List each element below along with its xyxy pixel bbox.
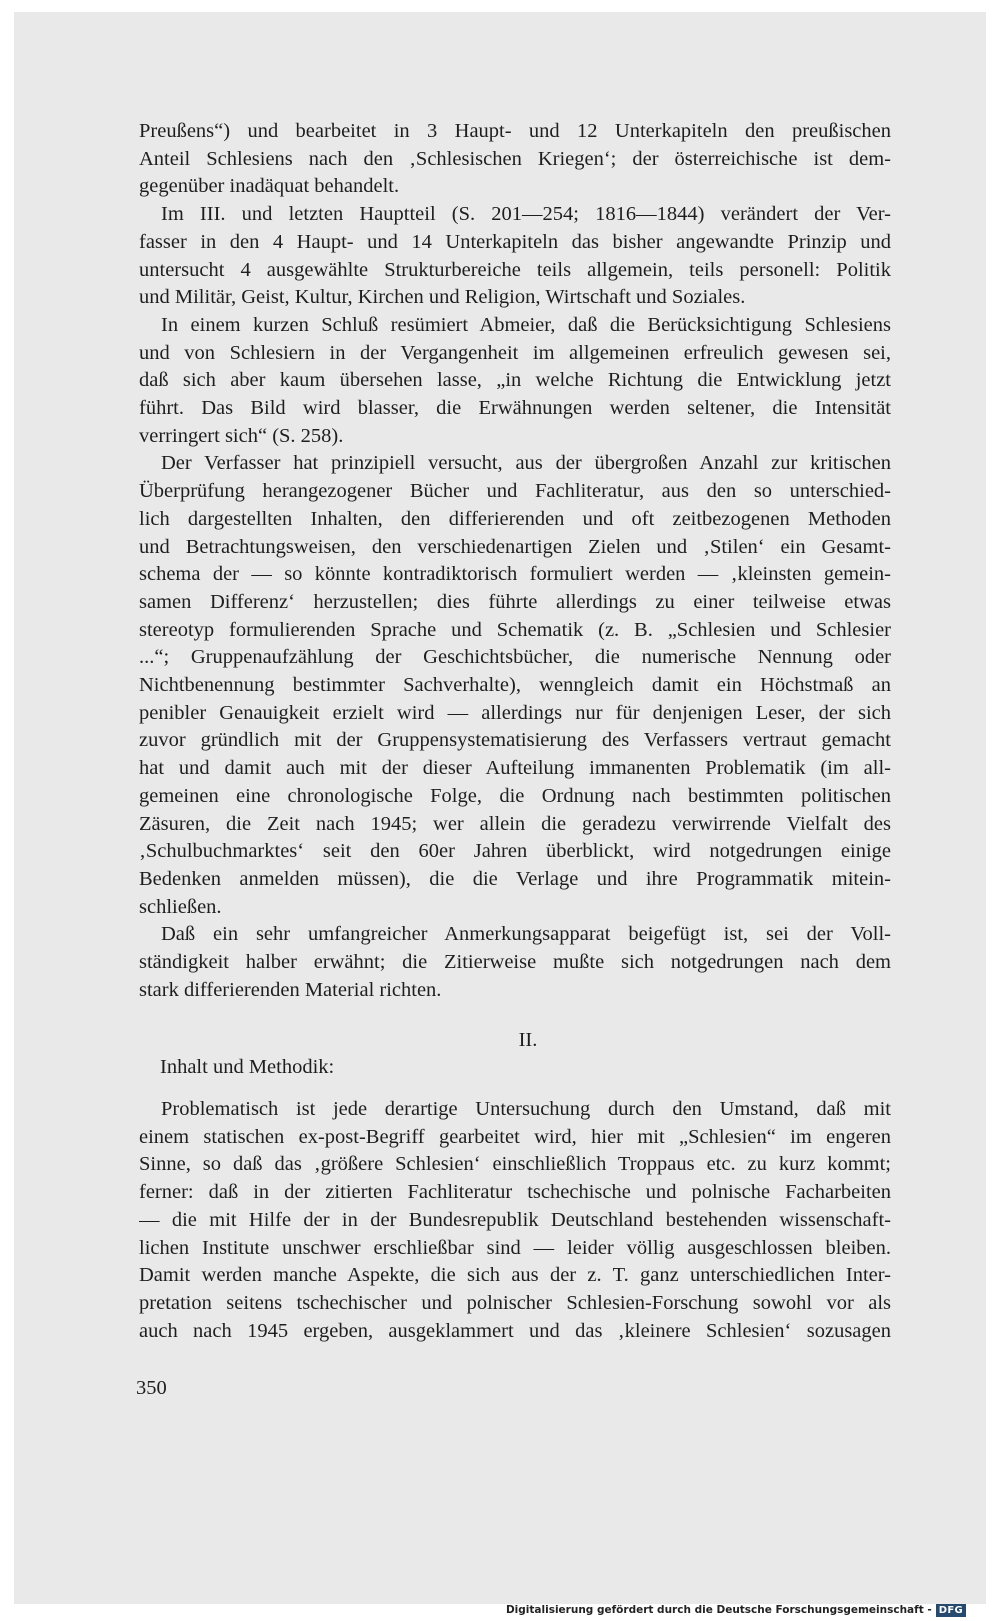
text-line: gemeinen eine chronologische Folge, die Ordnung nach bestimmten politischen (139, 784, 891, 807)
text-line: Überprüfung herangezogener Bücher und Fachliteratur, aus den so unterschied- (139, 480, 891, 503)
section-numeral: II. (518, 1029, 538, 1051)
section-subheading: Inhalt und Methodik: (160, 1056, 335, 1078)
text-line: lich dargestellten Inhalten, den differierenden und oft zeitbezogenen Methoden (139, 507, 891, 530)
text-line: führt. Das Bild wird blasser, die Erwähnungen werden seltener, die Intensität (139, 397, 891, 419)
text-line: penibler Genauigkeit erzielt wird — allerdings nur für denjenigen Leser, der sich (139, 701, 891, 724)
text-line: stereotyp formulierenden Sprache und Schematik (z. B. „Schlesien und Schlesier (139, 618, 891, 641)
text-line: — die mit Hilfe der in der Bundesrepublik Deutschland bestehenden wissenschaft- (139, 1208, 891, 1231)
text-line: ständigkeit halber erwähnt; die Zitierweise mußte sich notgedrungen nach dem (139, 951, 891, 973)
text-line: Sinne, so daß das ‚größere Schlesien‘ einschließlich Troppaus etc. zu kurz kommt; (139, 1153, 891, 1176)
text-line: Anteil Schlesiens nach den ‚Schlesischen Kriegen‘; der österreichische ist dem- (139, 147, 891, 170)
dfg-logo: DFG (936, 1604, 966, 1617)
text-line: schließen. (139, 895, 222, 918)
text-line: pretation seitens tschechischer und polnischer Schlesien-Forschung sowohl vor als (139, 1291, 891, 1314)
text-line: zuvor gründlich mit der Gruppensystematisierung des Verfassers vertraut gemacht (139, 729, 891, 752)
text-line: Zäsuren, die Zeit nach 1945; wer allein die geradezu verwirrende Vielfalt des (139, 812, 891, 835)
digitization-footer (506, 1601, 966, 1619)
text-line: und Militär, Geist, Kultur, Kirchen und Religion, Wirtschaft und Soziales. (139, 286, 746, 309)
text-line: Daß ein sehr umfangreicher Anmerkungsapparat beigefügt ist, sei der Voll- (161, 923, 891, 946)
text-line: verringert sich“ (S. 258). (139, 424, 344, 447)
text-line: ...“; Gruppenaufzählung der Geschichtsbücher, die numerische Nennung oder (139, 646, 891, 669)
text-line: hat und damit auch mit der dieser Aufteilung immanenten Problematik (im all- (139, 757, 891, 780)
text-line: samen Differenz‘ herzustellen; dies führte allerdings zu einer teilweise etwas (139, 590, 891, 613)
text-line: fasser in den 4 Haupt- und 14 Unterkapiteln das bisher angewandte Prinzip und (139, 230, 891, 253)
text-line: Damit werden manche Aspekte, die sich aus der z. T. ganz unterschiedlichen Inter- (139, 1264, 891, 1287)
text-line: und Betrachtungsweisen, den verschiedenartigen Zielen und ‚Stilen‘ ein Gesamt- (139, 535, 891, 558)
text-line: einem statischen ex-post-Begriff gearbeitet wird, hier mit „Schlesien“ im engeren (139, 1125, 891, 1148)
text-line: daß sich aber kaum übersehen lasse, „in welche Richtung die Entwicklung jetzt (139, 369, 891, 392)
text-line: ‚Schulbuchmarktes‘ seit den 60er Jahren überblickt, wird notgedrungen einige (139, 840, 891, 863)
text-line: Problematisch ist jede derartige Untersuchung durch den Umstand, daß mit (161, 1098, 891, 1120)
footer-text: Digitalisierung gefördert durch die Deutsche Forschungsgemeinschaft - (505, 1604, 932, 1616)
text-line: In einem kurzen Schluß resümiert Abmeier, daß die Berücksichtigung Schlesiens (161, 313, 891, 336)
text-line: Preußens“) und bearbeitet in 3 Haupt- und 12 Unterkapiteln den preußischen (139, 120, 891, 142)
text-line: und von Schlesiern in der Vergangenheit im allgemeinen erfreulich gewesen sei, (139, 341, 891, 364)
text-line: gegenüber inadäquat behandelt. (139, 175, 400, 198)
text-line: lichen Institute unschwer erschließbar sind — leider völlig ausgeschlossen bleiben. (139, 1236, 891, 1259)
text-line: stark differierenden Material richten. (139, 978, 442, 1001)
text-line: Bedenken anmelden müssen), die die Verlage und ihre Programmatik mitein- (139, 867, 891, 890)
text-line: Nichtbenennung bestimmter Sachverhalte), wenngleich damit ein Höchstmaß an (139, 674, 891, 696)
text-line: schema der — so könnte kontradiktorisch formuliert werden — ‚kleinsten gemein- (139, 563, 891, 586)
text-line: auch nach 1945 ergeben, ausgeklammert und das ‚kleinere Schlesien‘ sozusagen (139, 1319, 891, 1342)
text-line: untersucht 4 ausgewählte Strukturbereiche teils allgemein, teils personell: Politik (139, 258, 891, 281)
text-line: Im III. und letzten Hauptteil (S. 201—254; 1816—1844) verändert der Ver- (161, 203, 891, 226)
text-line: Der Verfasser hat prinzipiell versucht, aus der übergroßen Anzahl zur kritischen (161, 452, 891, 475)
page-number: 350 (136, 1377, 167, 1399)
text-line: ferner: daß in der zitierten Fachliteratur tschechische und polnische Facharbeiten (139, 1181, 891, 1204)
